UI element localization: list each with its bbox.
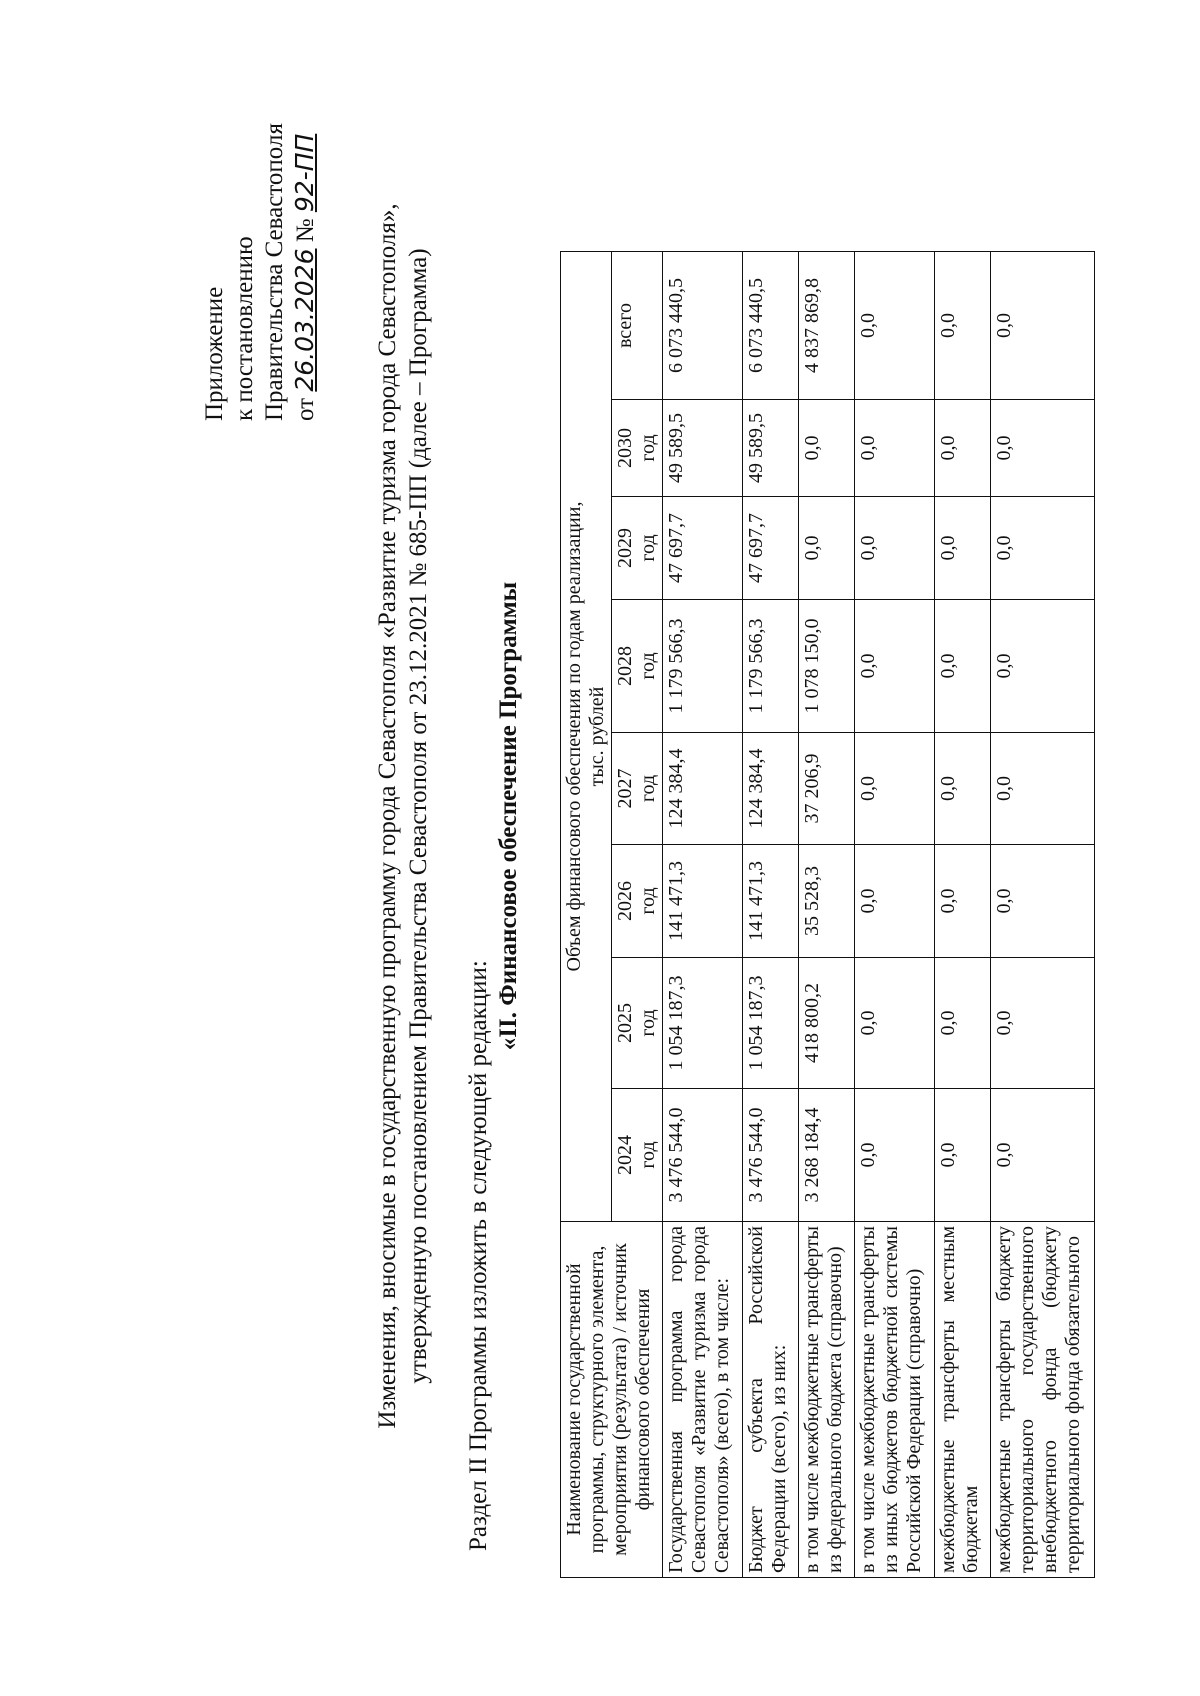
row-value: 1 179 566,3 <box>743 600 799 733</box>
row-value: 3 476 544,0 <box>743 1089 799 1222</box>
row-value: 35 528,3 <box>799 845 855 958</box>
row-value: 47 697,7 <box>663 497 743 600</box>
row-value: 0,0 <box>991 958 1095 1089</box>
row-value: 1 054 187,3 <box>663 958 743 1089</box>
row-value: 0,0 <box>855 958 935 1089</box>
row-name: в том числе межбюджетные трансферты из федерального бюджета (справочно) <box>799 1222 855 1578</box>
row-value: 0,0 <box>855 400 935 497</box>
section-intro: Раздел II Программы изложить в следующей редакции: <box>465 960 492 1551</box>
approval-date-line <box>290 91 321 421</box>
row-value: 0,0 <box>991 252 1095 400</box>
row-value: 3 268 184,4 <box>799 1089 855 1222</box>
approval-line-2: к постановлению <box>231 236 258 421</box>
row-value: 6 073 440,5 <box>743 252 799 400</box>
row-value: 0,0 <box>991 1089 1095 1222</box>
row-value: 0,0 <box>855 733 935 845</box>
row-value: 124 384,4 <box>743 733 799 845</box>
row-name: Государственная программа города Севастополя «Развитие туризма города Севастополя» (всего), в том числе: <box>663 1222 743 1578</box>
heading-line-1: Изменения, вносимые в государственную программу города Севастополя «Развитие туризма города Севастополя», <box>374 203 401 1429</box>
row-value: 49 589,5 <box>743 400 799 497</box>
row-name: межбюджетные трансферты местным бюджетам <box>935 1222 991 1578</box>
row-value: 49 589,5 <box>663 400 743 497</box>
table-row <box>799 252 855 1578</box>
table-row <box>991 252 1095 1578</box>
date-prefix: от <box>292 397 319 421</box>
row-value: 0,0 <box>991 600 1095 733</box>
heading-line-2: утвержденную постановлением Правительства Севастополя от 23.12.2021 № 685-ПП (далее – Программа) <box>405 248 432 1384</box>
total-header: всего <box>612 252 663 400</box>
approval-line-1: Приложение <box>201 286 228 421</box>
row-value: 0,0 <box>991 400 1095 497</box>
row-value: 141 471,3 <box>663 845 743 958</box>
volume-unit: тыс. рублей <box>586 686 608 787</box>
row-value: 0,0 <box>855 252 935 400</box>
row-value: 4 837 869,8 <box>799 252 855 400</box>
row-value: 6 073 440,5 <box>663 252 743 400</box>
row-value: 0,0 <box>935 845 991 958</box>
year-header: 2025 год <box>612 958 663 1089</box>
row-value: 0,0 <box>935 497 991 600</box>
document-heading <box>372 36 434 1596</box>
row-value: 1 179 566,3 <box>663 600 743 733</box>
volume-header <box>561 252 612 1222</box>
row-value: 0,0 <box>935 958 991 1089</box>
volume-header-text: Объем финансового обеспечения по годам реализации, <box>563 501 585 972</box>
handwritten-date: 26.03.2026 <box>290 248 319 392</box>
row-value: 47 697,7 <box>743 497 799 600</box>
year-header: 2029 год <box>612 497 663 600</box>
table-row <box>855 252 935 1578</box>
year-header: 2030 год <box>612 400 663 497</box>
row-name: межбюджетные трансферты бюджету территориального государственного внебюджетного фонда (бюджету территориального фонда обязательного <box>991 1222 1095 1578</box>
row-value: 0,0 <box>935 400 991 497</box>
year-header: 2024 год <box>612 1089 663 1222</box>
approval-stamp <box>200 91 321 421</box>
year-header: 2026 год <box>612 845 663 958</box>
table-row <box>743 252 799 1578</box>
row-value: 0,0 <box>991 497 1095 600</box>
row-value: 141 471,3 <box>743 845 799 958</box>
year-header: 2027 год <box>612 733 663 845</box>
number-prefix: № <box>292 218 319 243</box>
row-value: 0,0 <box>935 252 991 400</box>
row-value: 0,0 <box>991 845 1095 958</box>
row-value: 0,0 <box>799 497 855 600</box>
row-value: 0,0 <box>855 845 935 958</box>
row-value: 0,0 <box>991 733 1095 845</box>
section-title: «II. Финансовое обеспечение Программы <box>495 581 522 1051</box>
approval-line-3: Правительства Севастополя <box>261 123 288 421</box>
row-value: 0,0 <box>799 400 855 497</box>
row-name: в том числе межбюджетные трансферты из иных бюджетов бюджетной системы Российской Федерации (справочно) <box>855 1222 935 1578</box>
row-value: 0,0 <box>855 497 935 600</box>
financing-table <box>560 251 1095 1578</box>
year-header: 2028 год <box>612 600 663 733</box>
row-value: 0,0 <box>935 733 991 845</box>
table-row <box>935 252 991 1578</box>
handwritten-number: 92-ПП <box>290 133 319 213</box>
row-value: 418 800,2 <box>799 958 855 1089</box>
row-value: 3 476 544,0 <box>663 1089 743 1222</box>
row-value: 37 206,9 <box>799 733 855 845</box>
row-value: 1 054 187,3 <box>743 958 799 1089</box>
row-value: 0,0 <box>855 1089 935 1222</box>
row-value: 1 078 150,0 <box>799 600 855 733</box>
row-value: 0,0 <box>855 600 935 733</box>
row-value: 124 384,4 <box>663 733 743 845</box>
name-header: Наименование государственной программы, структурного элемента, мероприятия (результата) / источник финансового обеспечения <box>561 1222 663 1578</box>
row-value: 0,0 <box>935 1089 991 1222</box>
table-row <box>663 252 743 1578</box>
row-value: 0,0 <box>935 600 991 733</box>
row-name: Бюджет субъекта Российской Федерации (всего), из них: <box>743 1222 799 1578</box>
